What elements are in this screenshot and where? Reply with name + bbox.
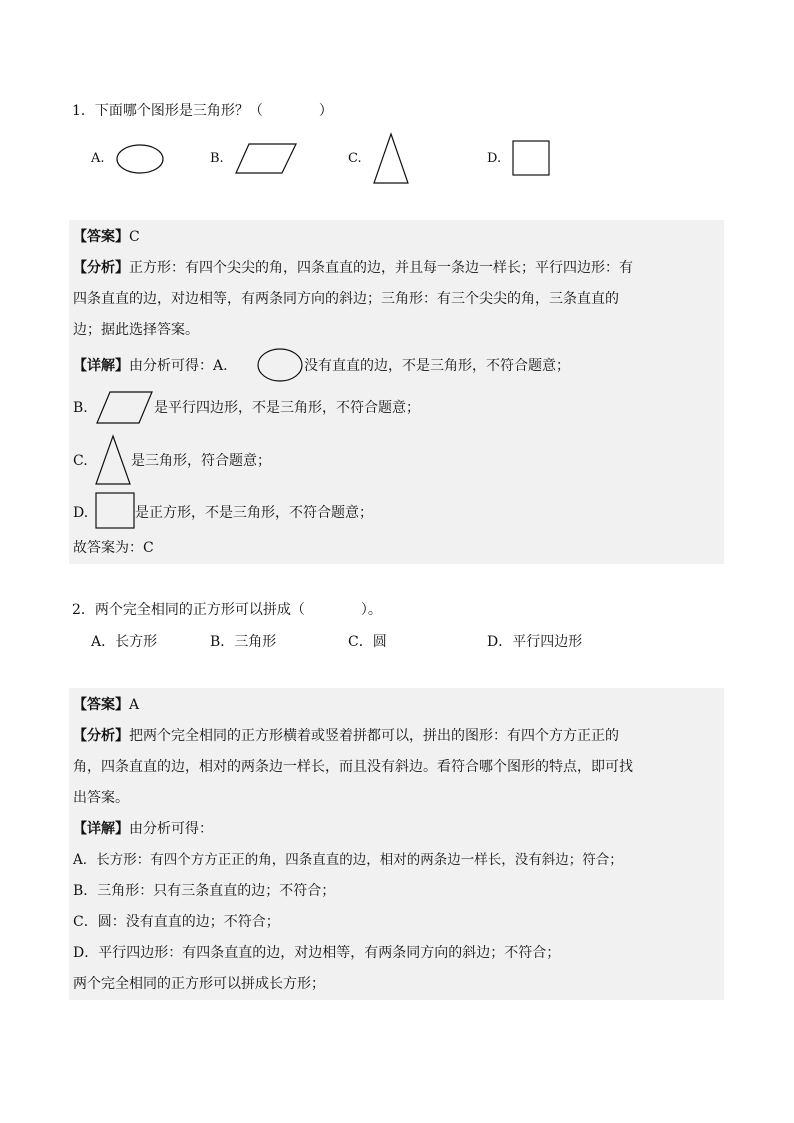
q1-detail-d-text: 是正方形，不是三角形，不符合题意； [135,505,373,521]
question-1-stem: 1．下面哪个图形是三角形？（ ） [72,103,333,119]
q1-analysis-line-2: 四条直直的边，对边相等，有两条同方向的斜边；三角形：有三个尖尖的角，三条直直的 [73,291,619,307]
q2-conclusion: 两个完全相同的正方形可以拼成长方形； [73,976,325,992]
parallelogram-icon [235,143,297,174]
q2-analysis-line-1: 【分析】把两个完全相同的正方形横着或竖着拼都可以，拼出的图形：有四个方方正正的 [73,728,619,744]
q2-analysis-line-2: 角，四条直直的边，相对的两条边一样长，而且没有斜边。看符合哪个图形的特点，即可找 [73,759,633,775]
q2-detail-line-c: C．圆：没有直直的边；不符合； [73,914,280,930]
q2-answer: 【答案】A [73,697,140,713]
q1-detail-b-label: B. [73,400,88,416]
q1-option-c-label: C. [348,151,362,166]
square-icon [95,492,135,529]
parallelogram-icon [96,391,153,424]
q1-detail-c-label: C. [73,453,88,469]
triangle-icon [95,435,131,485]
q2-detail-line-d: D．平行四边形：有四条直直的边，对边相等，有两条同方向的斜边；不符合； [73,945,561,961]
square-icon [512,140,550,176]
ellipse-icon [257,348,303,382]
q1-analysis-line-3: 边；据此选择答案。 [73,322,199,338]
q2-option-c: C．圆 [348,634,387,650]
q1-detail-intro: 【详解】由分析可得：A. [73,358,228,374]
q2-detail-intro: 【详解】由分析可得： [73,821,213,837]
q1-answer: 【答案】C [73,229,140,245]
q1-option-b-label: B. [210,151,224,166]
q2-option-d: D．平行四边形 [487,634,583,650]
q1-option-d-label: D. [487,151,502,166]
ellipse-icon [116,144,164,174]
q1-detail-d-label: D. [73,505,89,521]
q1-analysis-line-1: 【分析】正方形：有四个尖尖的角，四条直直的边，并且每一条边一样长；平行四边形：有 [73,260,633,276]
q1-detail-b-text: 是平行四边形，不是三角形，不符合题意； [154,400,420,416]
q1-conclusion: 故答案为：C [73,540,154,556]
q1-option-a-label: A. [91,151,105,166]
triangle-icon [373,133,409,184]
q2-option-a: A．长方形 [91,634,158,650]
question-2-stem: 2．两个完全相同的正方形可以拼成（ ）。 [72,602,382,618]
q2-option-b: B．三角形 [210,634,277,650]
q1-detail-a-text: 没有直直的边，不是三角形，不符合题意； [304,358,570,374]
q1-detail-c-text: 是三角形，符合题意； [131,453,271,469]
q2-analysis-line-3: 出答案。 [73,790,129,806]
q2-detail-line-b: B．三角形：只有三条直直的边；不符合； [73,883,336,899]
q2-detail-line-a: A．长方形：有四个方方正正的角，四条直直的边，相对的两条边一样长，没有斜边；符合； [73,852,623,868]
